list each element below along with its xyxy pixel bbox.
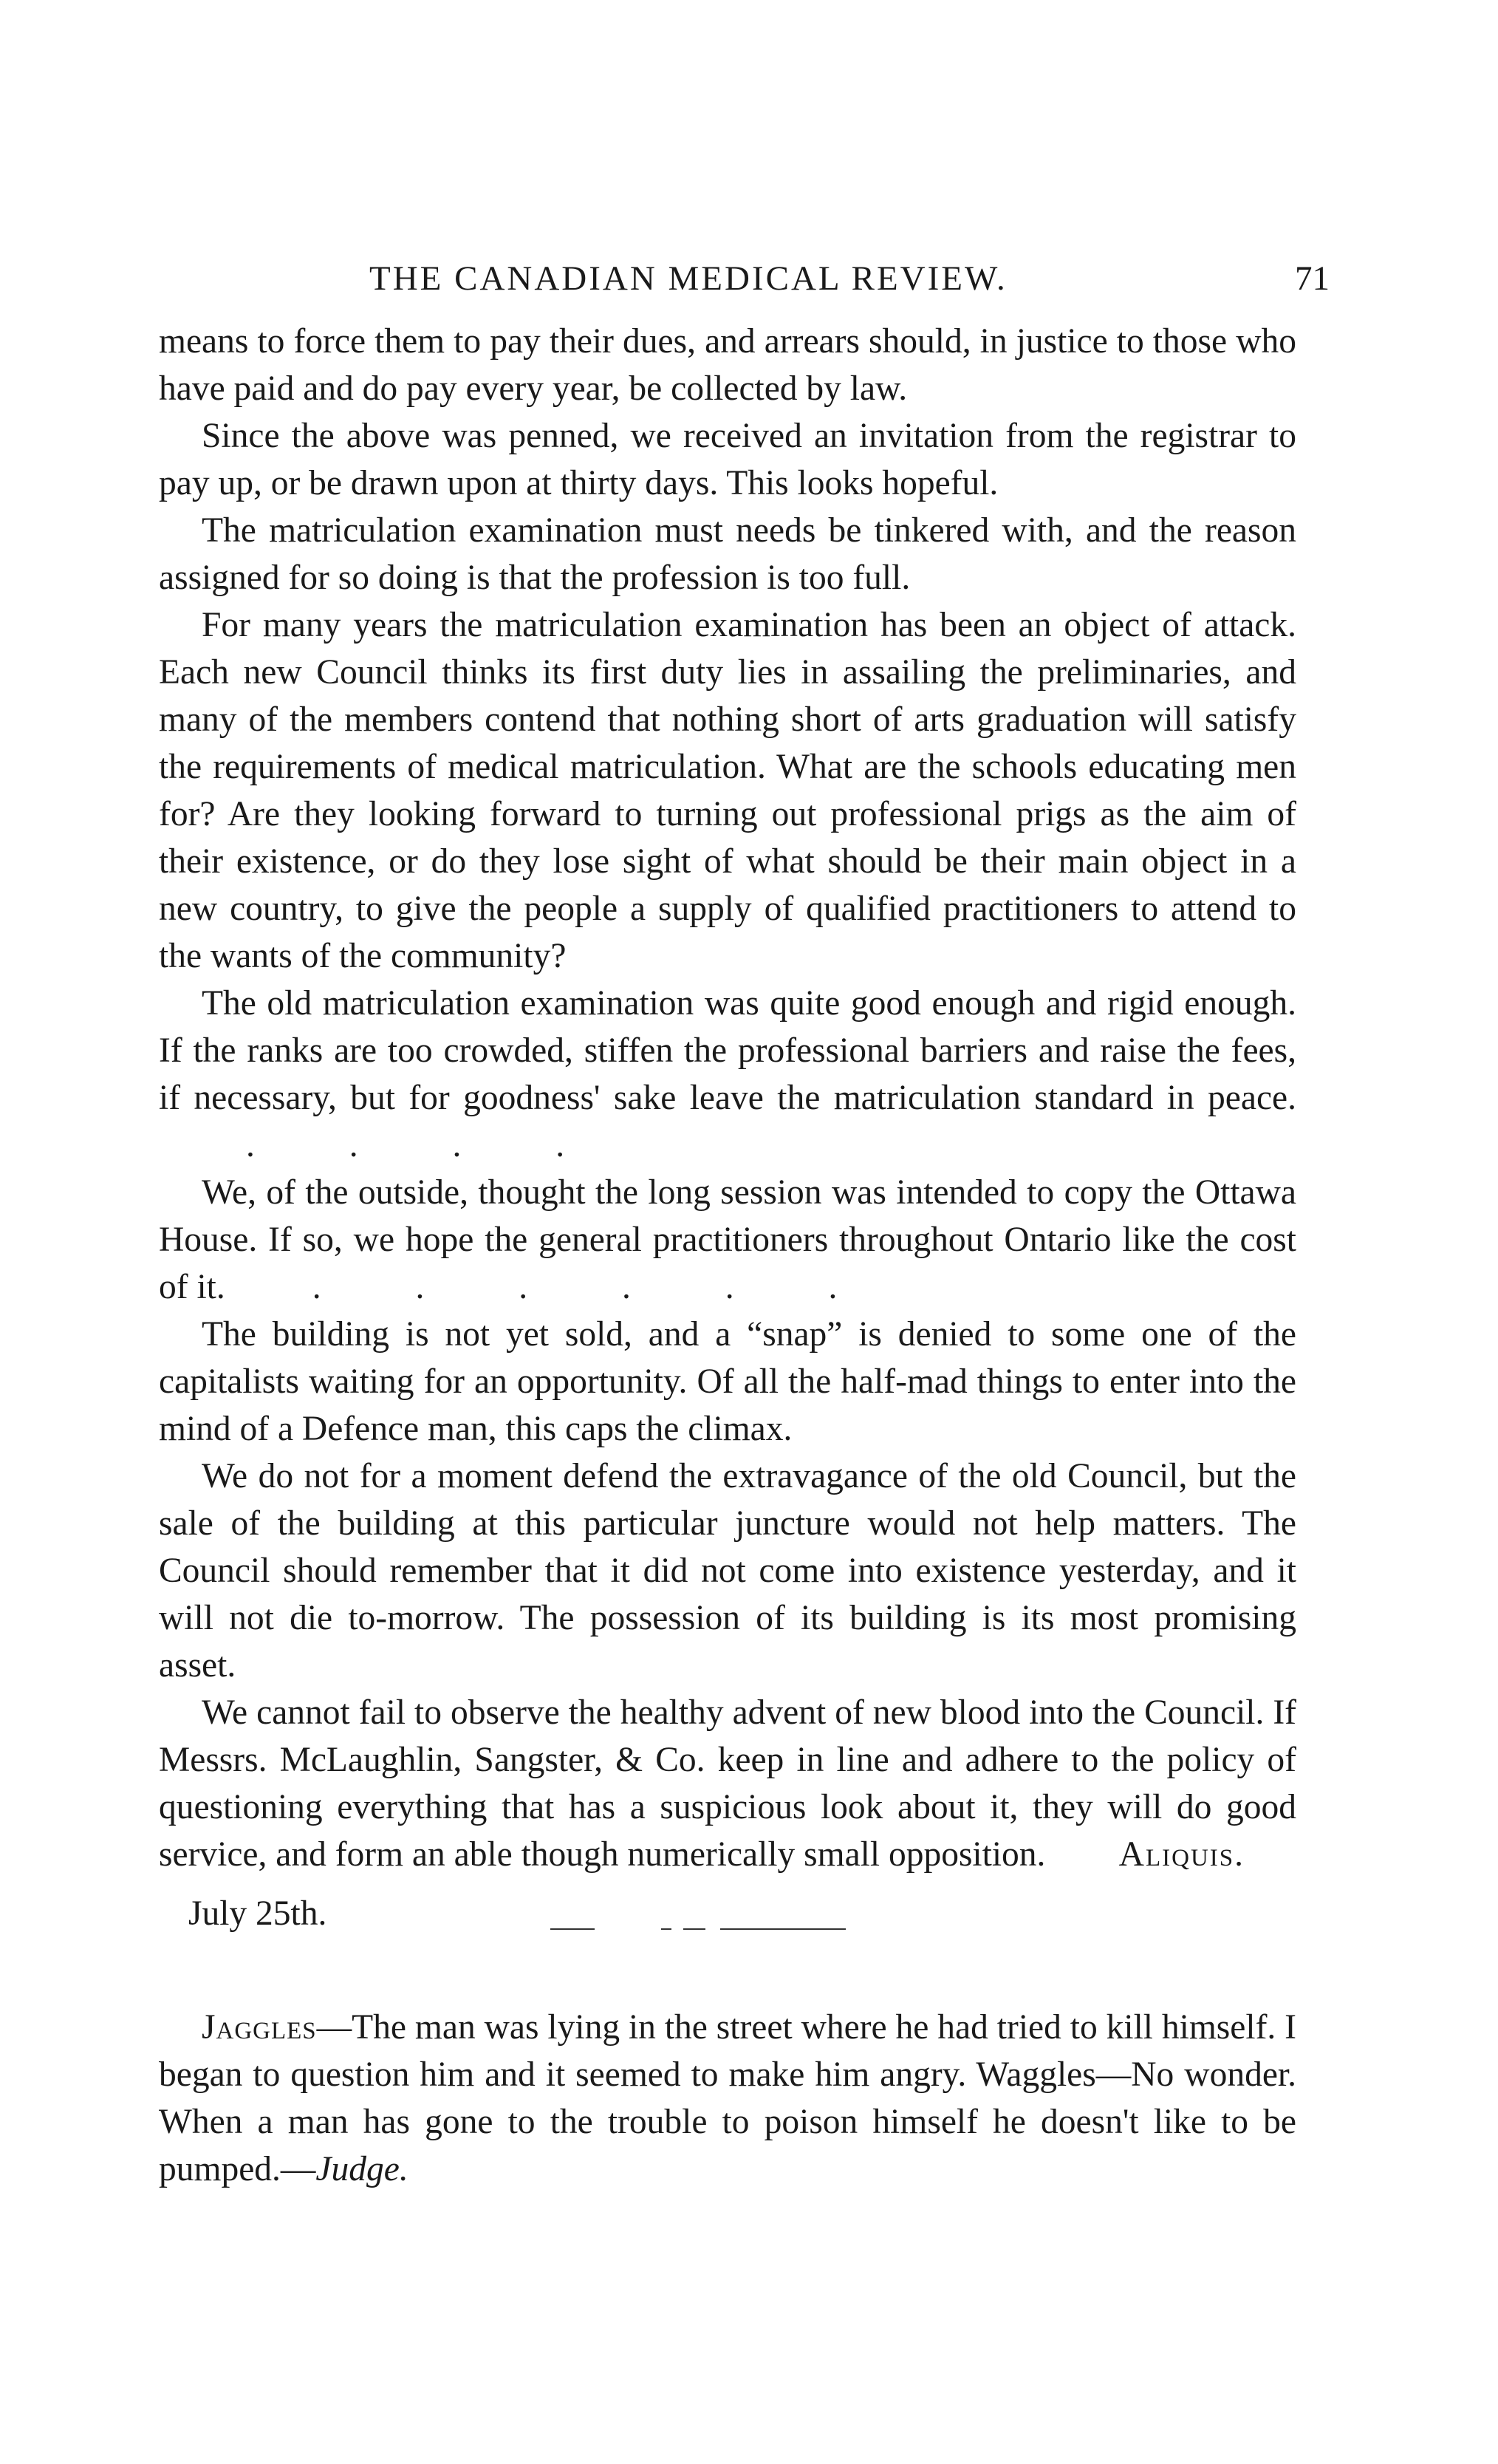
running-title: THE CANADIAN MEDICAL REVIEW. [369,259,1008,298]
paragraph-long-session-text: We, of the outside, thought the long session was intended to copy the Ottawa House. If so, we hope the general practitioners throughout Ontario like the cost of it. [159,1173,1296,1306]
joke-text: —The man was lying in the street where he had tried to kill himself. I began to question him and it seemed to make him angry. Waggles—No wonder. When a man has gone to the trouble to poison himself he doesn't like to be pumped.— [159,2008,1296,2188]
separator-rule [683,1928,705,1930]
separator-rule [661,1928,671,1930]
separator-rule [720,1928,846,1930]
paragraph-old-examination [159,980,1296,1169]
dateline-row [159,1884,1296,1958]
paragraph-object-of-attack: For many years the matriculation examination has been an object of attack. Each new Council thinks its first duty lies in assailing the preliminaries, and many of the members contend that nothing short of arts graduation will satisfy the requirements of medical matriculation. What are the schools educating men for? Are they looking forward to turning out professional prigs as the aim of their existence, or do they lose sight of what should be their main object in a new country, to give the people a supply of qualified practitioners to attend to the wants of the community? [159,606,1296,975]
paragraph-new-blood [159,1689,1296,1878]
separator-rule [550,1928,595,1930]
joke-speaker: Jaggles [202,2008,317,2047]
joke-credit: Judge. [315,2150,408,2188]
page-number: 71 [1295,259,1330,298]
paragraph-registrar: Since the above was penned, we received an invitation from the registrar to pay up, or be drawn upon at thirty days. This looks hopeful. [159,417,1296,502]
ellipsis-separator: . . . . [246,1126,608,1164]
author-signature: Aliquis. [1118,1835,1245,1874]
paragraph-building-sale: The building is not yet sold, and a “snap” is denied to some one of the capitalists waiting for an opportunity. Of all the half-mad things to enter into the mind of a Defence man, this caps the climax. [159,1315,1296,1448]
paragraph-matriculation: The matriculation examination must needs be tinkered with, and the reason assigned for so doing is that the profession is too full. [159,511,1296,597]
article-date: July 25th. [188,1894,327,1933]
paragraph-new-blood-text: We cannot fail to observe the healthy advent of new blood into the Council. If Messrs. McLaughlin, Sangster, & Co. keep in line and adhere to the policy of questioning everything that has a suspicious look about it, they will do good service, and form an able though numerically small opposition. [159,1693,1296,1874]
ellipsis-separator: . . . . . . [312,1268,880,1306]
paragraph-extravagance: We do not for a moment defend the extravagance of the old Council, but the sale of the building at this particular juncture would not help matters. The Council should remember that it did not come into existence yesterday, and it will not die to-morrow. The possession of its building is its most promising asset. [159,1457,1296,1685]
article-body [159,318,1296,2193]
paragraph-long-session [159,1169,1296,1311]
paragraph-old-examination-text: The old matriculation examination was quite good enough and rigid enough. If the ranks are too crowded, stiffen the professional barriers and raise the fees, if necessary, but for goodness' sake leave the matriculation standard in peace. [159,984,1296,1117]
joke-paragraph [159,2004,1296,2193]
paragraph-continuation: means to force them to pay their dues, and arrears should, in justice to those who have paid and do pay every year, be collected by law. [159,322,1296,408]
page-header [369,253,1330,304]
